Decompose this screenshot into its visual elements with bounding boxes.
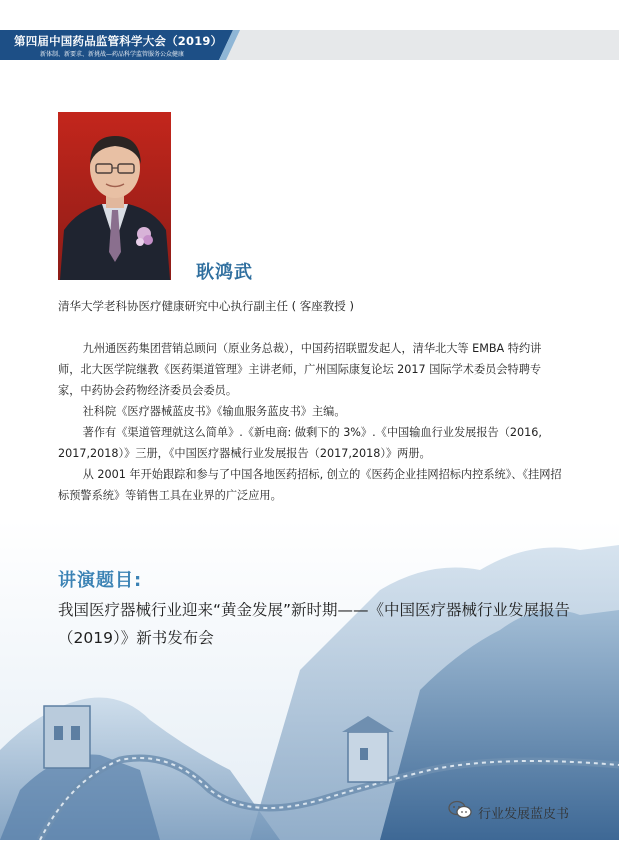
conference-title: 第四届中国药品监管科学大会（2019） — [14, 34, 223, 48]
speaker-name: 耿鸿武 — [196, 262, 253, 283]
bio-paragraph: 九州通医药集团营销总顾问（原业务总裁），中国药招联盟发起人，清华北大等 EMBA 特约讲师，北大医学院继教《医药渠道管理》主讲老师，广州国际康复论坛 2017 国际学术委员会特聘专家，中药协会药物经济委员会委员。 — [58, 342, 542, 397]
bio-paragraph: 从 2001 年开始跟踪和参与了中国各地医药招标, 创立的《医药企业挂网招标内控系统》、《挂网招标预警系统》等销售工具在业界的广泛应用。 — [58, 468, 562, 502]
bio-paragraph: 社科院《医疗器械蓝皮书》《输血服务蓝皮书》主编。 — [82, 405, 346, 418]
watermark-text: 行业发展蓝皮书 — [478, 806, 570, 822]
talk-label: 讲演题目: — [58, 570, 143, 591]
speaker-bio — [58, 338, 563, 506]
speaker-affiliation: 清华大学老科协医疗健康研究中心执行副主任 ( 客座教授 ) — [58, 299, 354, 313]
talk-title: 我国医疗器械行业迎来“黄金发展”新时期——《中国医疗器械行业发展报告（2019）》新书发布会 — [58, 601, 571, 647]
speaker-portrait — [58, 112, 171, 280]
wechat-icon — [448, 800, 472, 824]
conference-subtitle: 新体制、新要求、新挑战—药品科学监管服务公众健康 — [40, 51, 185, 58]
bio-paragraph: 著作有《渠道管理就这么简单》.《新电商: 做剩下的 3%》.《中国输血行业发展报告（2016, 2017,2018）》三册，《中国医疗器械行业发展报告（2017,2018）》两册。 — [58, 426, 542, 460]
watermark — [448, 800, 569, 824]
